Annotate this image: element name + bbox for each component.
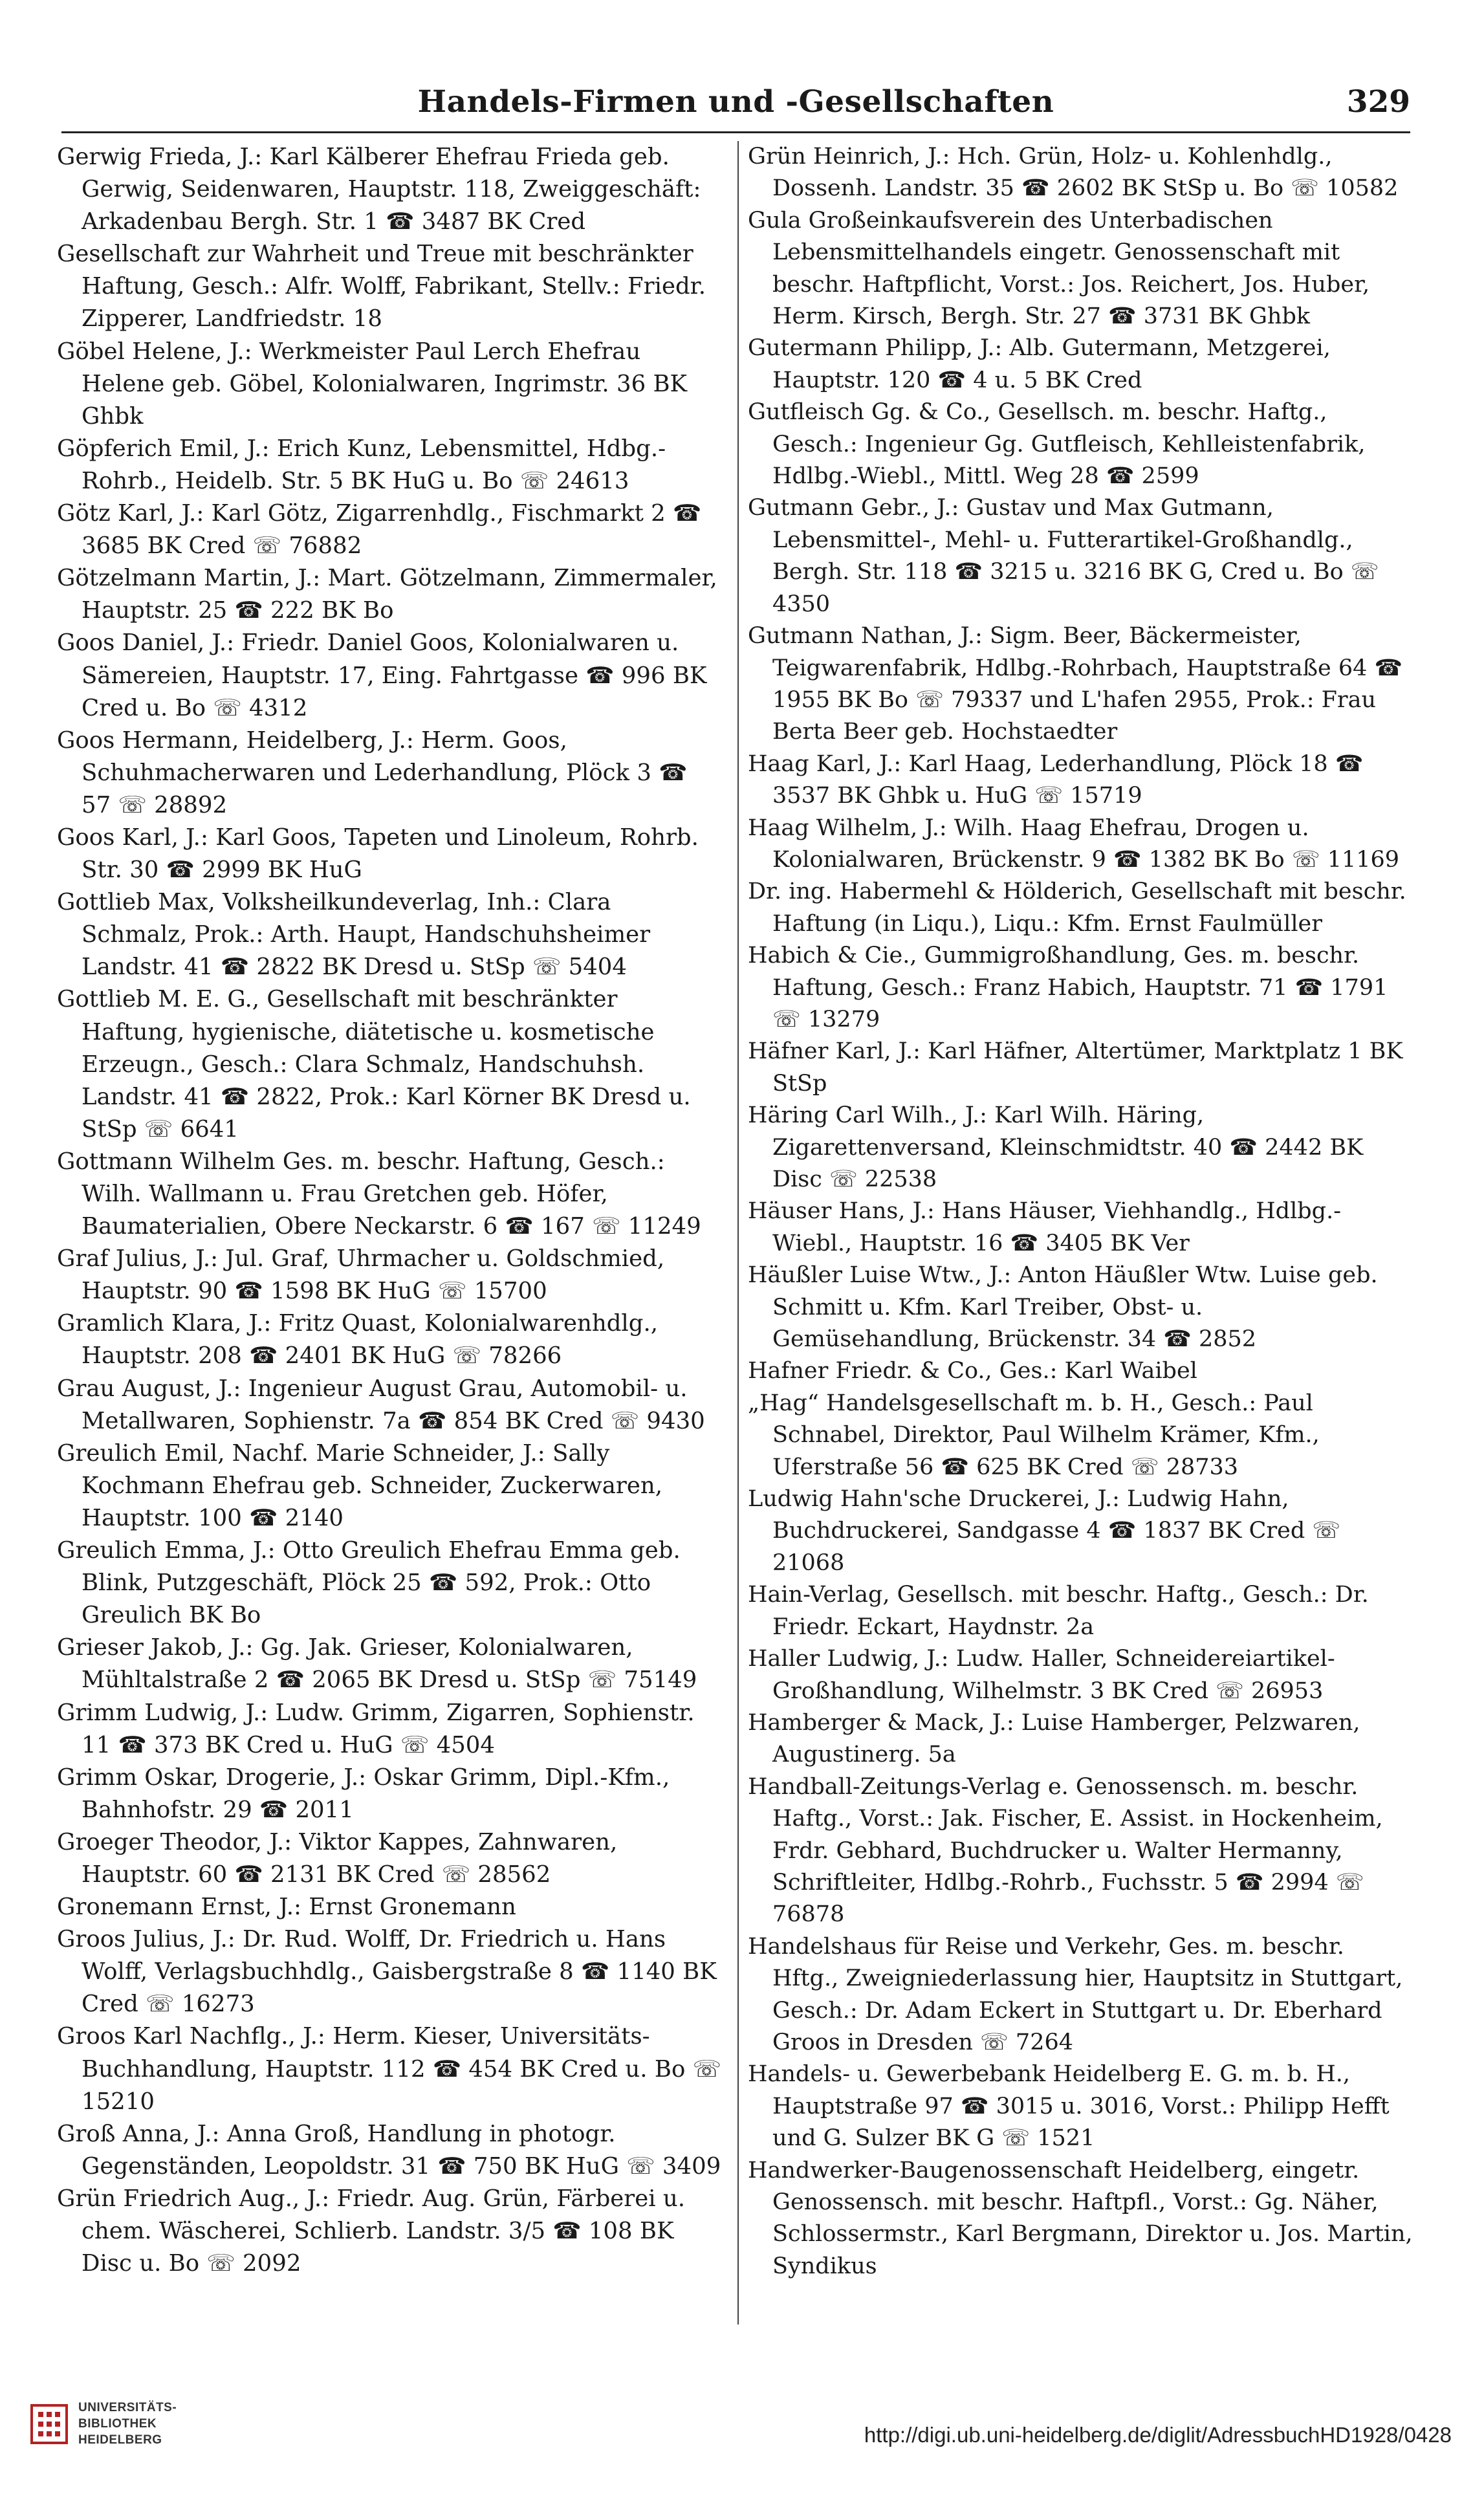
directory-entry: Groß Anna, J.: Anna Groß, Handlung in photogr. Gegenständen, Leopoldstr. 31 ☎ 750 BK HuG ☏ 3409 [57, 2120, 721, 2180]
page-title: Handels-Firmen und -Gesellschaften [417, 84, 1054, 120]
library-seal-icon [29, 2403, 69, 2445]
directory-entry: Habich & Cie., Gummigroßhandlung, Ges. m. beschr. Haftung, Gesch.: Franz Habich, Hauptstr. 71 ☎ 1791 ☏ 13279 [748, 943, 1388, 1033]
directory-entry: Grimm Ludwig, J.: Ludw. Grimm, Zigarren, Sophienstr. 11 ☎ 373 BK Cred u. HuG ☏ 4504 [57, 1699, 695, 1758]
source-url-link[interactable]: http://digi.ub.uni-heidelberg.de/diglit/AdressbuchHD1928/0428 [864, 2423, 1452, 2447]
directory-entry: Grün Heinrich, J.: Hch. Grün, Holz- u. Kohlenhdlg., Dossenh. Landstr. 35 ☎ 2602 BK StSp u. Bo ☏ 10582 [748, 144, 1399, 202]
directory-entry: Grün Friedrich Aug., J.: Friedr. Aug. Grün, Färberei u. chem. Wäscherei, Schlierb. Landstr. 3/5 ☎ 108 BK Disc u. Bo ☏ 2092 [57, 2185, 686, 2277]
directory-entry: Gutmann Gebr., J.: Gustav und Max Gutmann, Lebensmittel-, Mehl- u. Futterartikel-Großhandlg., Bergh. Str. 118 ☎ 3215 u. 3216 BK G, Cred u. Bo ☏ 4350 [748, 495, 1379, 617]
directory-entry: Greulich Emil, Nachf. Marie Schneider, J.: Sally Kochmann Ehefrau geb. Schneider, Zuckerwaren, Hauptstr. 100 ☎ 2140 [57, 1439, 663, 1531]
directory-entry: Handball-Zeitungs-Verlag e. Genossensch. m. beschr. Haftg., Vorst.: Jak. Fischer, E. Assist. in Hockenheim, Frdr. Gebhard, Buchdrucker u. Walter Hermanny, Schriftleiter, Hdlbg.-Rohrb., Fuchsstr. 5 ☎ 2994 ☏ 76878 [748, 1773, 1383, 1928]
library-name [78, 2400, 177, 2448]
directory-entry: Häußler Luise Wtw., J.: Anton Häußler Wtw. Luise geb. Schmitt u. Kfm. Karl Treiber, Obst- u. Gemüsehandlung, Brückenstr. 34 ☎ 2852 [748, 1262, 1378, 1353]
directory-entry: Gerwig Frieda, J.: Karl Kälberer Ehefrau Frieda geb. Gerwig, Seidenwaren, Hauptstr. 118, Zweiggeschäft: Arkadenbau Bergh. Str. 1 ☎ 3487 BK Cred [57, 144, 701, 235]
directory-entry: Graf Julius, J.: Jul. Graf, Uhrmacher u. Goldschmied, Hauptstr. 90 ☎ 1598 BK HuG ☏ 15700 [57, 1245, 665, 1305]
directory-entry: Grau August, J.: Ingenieur August Grau, Automobil- u. Metallwaren, Sophienstr. 7a ☎ 854 BK Cred ☏ 9430 [57, 1375, 705, 1434]
library-name-line: UNIVERSITÄTS- [78, 2401, 177, 2414]
directory-entry: Gottlieb Max, Volksheilkundeverlag, Inh.: Clara Schmalz, Prok.: Arth. Haupt, Handschuhsheimer Landstr. 41 ☎ 2822 BK Dresd u. StSp ☏ 5404 [57, 889, 651, 981]
directory-entry: Goos Hermann, Heidelberg, J.: Herm. Goos, Schuhmacherwaren und Lederhandlung, Plöck 3 ☎ 57 ☏ 28892 [57, 727, 688, 818]
library-name-line: BIBLIOTHEK [78, 2417, 157, 2431]
directory-entry: Grimm Oskar, Drogerie, J.: Oskar Grimm, Dipl.-Kfm., Bahnhofstr. 29 ☎ 2011 [57, 1764, 670, 1823]
library-logo[interactable] [29, 2400, 177, 2448]
page-header [61, 72, 1410, 131]
directory-entry: Dr. ing. Habermehl & Hölderich, Gesellschaft mit beschr. Haftung (in Liqu.), Liqu.: Kfm. Ernst Faulmüller [748, 879, 1406, 937]
directory-entry: Gula Großeinkaufsverein des Unterbadischen Lebensmittelhandels eingetr. Genossenschaft mit beschr. Haftpflicht, Vorst.: Jos. Reichert, Jos. Huber, Herm. Kirsch, Bergh. Str. 27 ☎ 3731 BK Ghbk [748, 207, 1370, 330]
directory-entry: Groeger Theodor, J.: Viktor Kappes, Zahnwaren, Hauptstr. 60 ☎ 2131 BK Cred ☏ 28562 [57, 1828, 618, 1888]
directory-entry: Handels- u. Gewerbebank Heidelberg E. G. m. b. H., Hauptstraße 97 ☎ 3015 u. 3016, Vorst.: Philipp Hefft und G. Sulzer BK G ☏ 1521 [748, 2061, 1390, 2152]
header-rule [61, 131, 1410, 133]
directory-entry: Gronemann Ernst, J.: Ernst Gronemann [57, 1894, 516, 1921]
directory-entry: Ludwig Hahn'sche Druckerei, J.: Ludwig Hahn, Buchdruckerei, Sandgasse 4 ☎ 1837 BK Cred ☏ 21068 [748, 1486, 1341, 1576]
page-number: 329 [1346, 84, 1410, 120]
directory-entry: Haag Karl, J.: Karl Haag, Lederhandlung, Plöck 18 ☎ 3537 BK Ghbk u. HuG ☏ 15719 [748, 750, 1364, 809]
directory-entry: Göbel Helene, J.: Werkmeister Paul Lerch Ehefrau Helene geb. Göbel, Kolonialwaren, Ingrimstr. 36 BK Ghbk [57, 338, 688, 430]
directory-entry: Haller Ludwig, J.: Ludw. Haller, Schneidereiartikel-Großhandlung, Wilhelmstr. 3 BK Cred ☏ 26953 [748, 1646, 1335, 1704]
directory-entry: Gottmann Wilhelm Ges. m. beschr. Haftung, Gesch.: Wilh. Wallmann u. Frau Gretchen geb. Höfer, Baumaterialien, Obere Neckarstr. 6 ☎ 167 ☏ 11249 [57, 1148, 701, 1240]
directory-entry: Gutfleisch Gg. & Co., Gesellsch. m. beschr. Haftg., Gesch.: Ingenieur Gg. Gutfleisch, Kehlleistenfabrik, Hdlbg.-Wiebl., Mittl. Weg 28 ☎ 2599 [748, 399, 1366, 490]
page-footer [0, 2358, 1484, 2494]
directory-entry: Hain-Verlag, Gesellsch. mit beschr. Haftg., Gesch.: Dr. Friedr. Eckart, Haydnstr. 2a [748, 1582, 1369, 1640]
directory-entry: Götz Karl, J.: Karl Götz, Zigarrenhdlg., Fischmarkt 2 ☎ 3685 BK Cred ☏ 76882 [57, 500, 702, 560]
directory-entry: Goos Daniel, J.: Friedr. Daniel Goos, Kolonialwaren u. Sämereien, Hauptstr. 17, Eing. Fahrtgasse ☎ 996 BK Cred u. Bo ☏ 4312 [57, 629, 707, 721]
directory-entry: Hamberger & Mack, J.: Luise Hamberger, Pelzwaren, Augustinerg. 5a [748, 1709, 1360, 1768]
directory-entry: Handwerker-Baugenossenschaft Heidelberg, eingetr. Genossensch. mit beschr. Haftpfl., Vorst.: Gg. Näher, Schlossermstr., Karl Bergmann, Direktor u. Jos. Martin, Syndikus [748, 2157, 1413, 2279]
directory-entry: Hafner Friedr. & Co., Ges.: Karl Waibel [748, 1358, 1197, 1384]
directory-entry: Goos Karl, J.: Karl Goos, Tapeten und Linoleum, Rohrb. Str. 30 ☎ 2999 BK HuG [57, 824, 699, 884]
directory-entry: Häring Carl Wilh., J.: Karl Wilh. Häring, Zigarettenversand, Kleinschmidtstr. 40 ☎ 2442 BK Disc ☏ 22538 [748, 1102, 1364, 1192]
right-column [748, 141, 1414, 2282]
column-divider [737, 141, 739, 2324]
left-column [57, 141, 723, 2280]
directory-entry: Göpferich Emil, J.: Erich Kunz, Lebensmittel, Hdbg.-Rohrb., Heidelb. Str. 5 BK HuG u. Bo ☏ 24613 [57, 435, 666, 494]
directory-entry: Gottlieb M. E. G., Gesellschaft mit beschränkter Haftung, hygienische, diätetische u. kosmetische Erzeugn., Gesch.: Clara Schmalz, Handschuhsh. Landstr. 41 ☎ 2822, Prok.: Karl Körner BK Dresd u. StSp ☏ 6641 [57, 986, 691, 1143]
directory-entry: Häfner Karl, J.: Karl Häfner, Altertümer, Marktplatz 1 BK StSp [748, 1038, 1403, 1097]
directory-entry: Gutermann Philipp, J.: Alb. Gutermann, Metzgerei, Hauptstr. 120 ☎ 4 u. 5 BK Cred [748, 335, 1331, 393]
directory-entry: Haag Wilhelm, J.: Wilh. Haag Ehefrau, Drogen u. Kolonialwaren, Brückenstr. 9 ☎ 1382 BK Bo ☏ 11169 [748, 815, 1400, 873]
directory-entry: Handelshaus für Reise und Verkehr, Ges. m. beschr. Hftg., Zweigniederlassung hier, Hauptsitz in Stuttgart, Gesch.: Dr. Adam Eckert in Stuttgart u. Dr. Eberhard Groos in Dresden ☏ 7264 [748, 1933, 1403, 2055]
directory-entry: „Hag“ Handelsgesellschaft m. b. H., Gesch.: Paul Schnabel, Direktor, Paul Wilhelm Krämer, Kfm., Uferstraße 56 ☎ 625 BK Cred ☏ 28733 [748, 1390, 1320, 1480]
library-name-line: HEIDELBERG [78, 2433, 162, 2447]
directory-entry: Gutmann Nathan, J.: Sigm. Beer, Bäckermeister, Teigwarenfabrik, Hdlbg.-Rohrbach, Hauptstraße 64 ☎ 1955 BK Bo ☏ 79337 und L'hafen 2955, Prok.: Frau Berta Beer geb. Hochstaedter [748, 623, 1403, 745]
directory-entry: Häuser Hans, J.: Hans Häuser, Viehhandlg., Hdlbg.-Wiebl., Hauptstr. 16 ☎ 3405 BK Ver [748, 1198, 1342, 1256]
directory-entry: Groos Karl Nachflg., J.: Herm. Kieser, Universitäts-Buchhandlung, Hauptstr. 112 ☎ 454 BK Cred u. Bo ☏ 15210 [57, 2023, 721, 2115]
directory-entry: Gramlich Klara, J.: Fritz Quast, Kolonialwarenhdlg., Hauptstr. 208 ☎ 2401 BK HuG ☏ 78266 [57, 1310, 659, 1370]
directory-entry: Gesellschaft zur Wahrheit und Treue mit beschränkter Haftung, Gesch.: Alfr. Wolff, Fabrikant, Stellv.: Friedr. Zipperer, Landfriedstr. 18 [57, 241, 706, 333]
directory-entry: Götzelmann Martin, J.: Mart. Götzelmann, Zimmermaler, Hauptstr. 25 ☎ 222 BK Bo [57, 565, 717, 624]
directory-entry: Grieser Jakob, J.: Gg. Jak. Grieser, Kolonialwaren, Mühltalstraße 2 ☎ 2065 BK Dresd u. StSp ☏ 75149 [57, 1634, 697, 1694]
directory-entry: Groos Julius, J.: Dr. Rud. Wolff, Dr. Friedrich u. Hans Wolff, Verlagsbuchhdlg., Gaisbergstraße 8 ☎ 1140 BK Cred ☏ 16273 [57, 1926, 717, 2018]
directory-entry: Greulich Emma, J.: Otto Greulich Ehefrau Emma geb. Blink, Putzgeschäft, Plöck 25 ☎ 592, Prok.: Otto Greulich BK Bo [57, 1537, 681, 1629]
